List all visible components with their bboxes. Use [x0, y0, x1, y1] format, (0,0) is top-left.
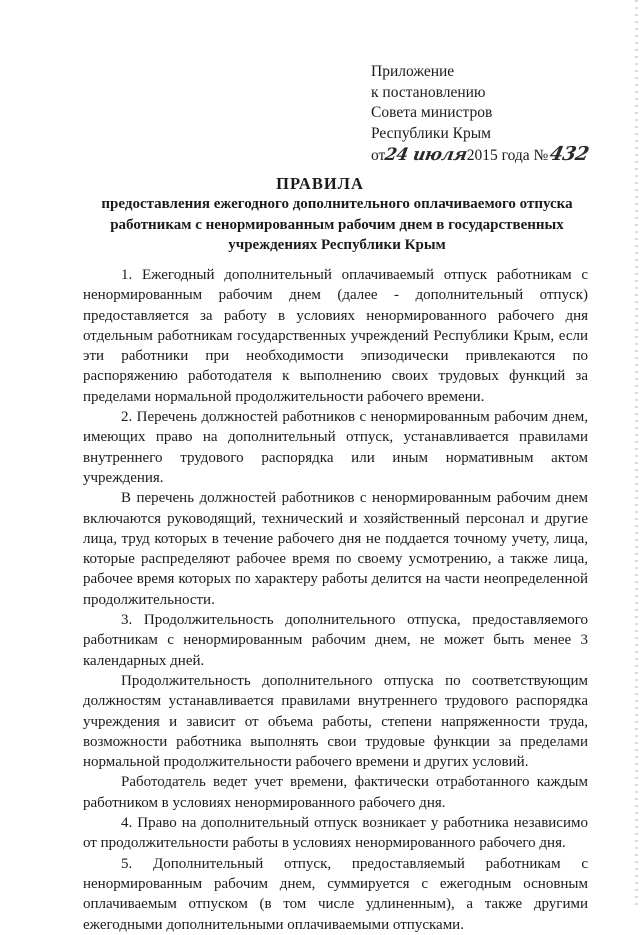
approval-date-line: [371, 144, 589, 167]
scan-page-edge: [635, 0, 638, 905]
paragraph: 2. Перечень должностей работников с ненормированным рабочим днем, имеющих право на дополнительный отпуск, устанавливается правилами внутреннего трудового распорядка или иным нормативным актом учреждения.: [83, 409, 588, 486]
paragraph: 5. Дополнительный отпуск, предоставляемый работникам с ненормированным рабочим днем, суммируется с ежегодным основным оплачиваемым отпуском (в том числе удлиненным), а также другими ежегодными дополнительными оплачиваемыми отпусками.: [83, 855, 588, 933]
document-title: ПРАВИЛА: [276, 174, 364, 193]
date-year: 2015 года №: [466, 147, 549, 164]
paragraph: 3. Продолжительность дополнительного отпуска, предоставляемого работникам с ненормированным рабочим днем, не может быть менее 3 календарных дней.: [83, 612, 588, 669]
date-prefix: от: [371, 147, 386, 164]
approval-line-resolution: к постановлению: [371, 83, 486, 101]
handwritten-date: 24 июля: [383, 145, 469, 165]
paragraph: В перечень должностей работников с ненормированным рабочим днем включаются руководящий, технический и хозяйственный персонал и другие лица, труд которых в течение рабочего дня не поддается точному учету, лица, которые распределяют рабочее время по своему усмотрению, а также лица, рабочее время которых по характеру работы делится на части неопределенной продолжительности.: [83, 490, 588, 608]
approval-line-council: Совета министров: [371, 104, 493, 121]
paragraph: 1. Ежегодный дополнительный оплачиваемый отпуск работникам с ненормированным рабочим днем (далее - дополнительный отпуск) предоставляется за работу в условиях ненормированного рабочего дня отдельным работникам государственных учреждений Республики Крым, если эти работники при необходимости эпизодически привлекаются по распоряжению работодателя к выполнению своих трудовых функций за пределами нормальной продолжительности рабочего времени.: [83, 267, 588, 405]
paragraph: Работодатель ведет учет времени, фактически отработанного каждым работником в условиях ненормированного рабочего дня.: [83, 774, 588, 811]
paragraph: 4. Право на дополнительный отпуск возникает у работника независимо от продолжительности работы в условиях ненормированного рабочего дня.: [83, 815, 588, 852]
paragraph: Продолжительность дополнительного отпуска по соответствующим должностям устанавливается правилами внутреннего трудового распорядка учреждения и зависит от объема работы, степени напряженности труда, возможности работника выполнять свои трудовые функции за пределами нормальной продолжительности рабочего времени и других условий.: [83, 672, 588, 771]
approval-line-annex: Приложение: [371, 63, 455, 80]
handwritten-number: 432: [548, 143, 591, 165]
approval-block: [371, 62, 589, 167]
document-subtitle: предоставления ежегодного дополнительного оплачиваемого отпуска работникам с ненормированным рабочим днем в государственных учреждениях Республики Крым: [101, 196, 573, 253]
document-body: [83, 265, 588, 935]
approval-line-republic: Республики Крым: [371, 124, 491, 142]
